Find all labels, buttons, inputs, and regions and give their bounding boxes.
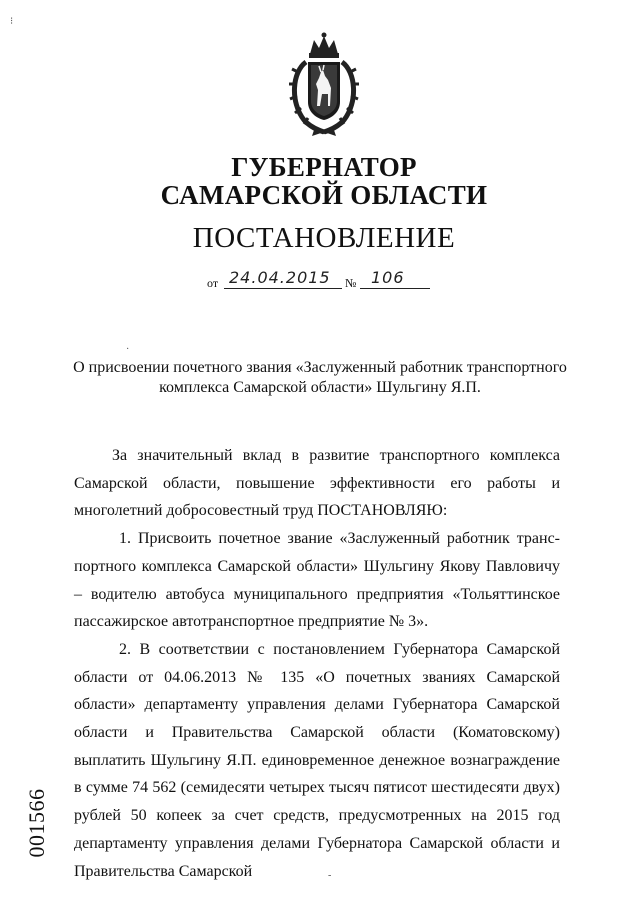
paragraph-item-2: 2. В соответствии с постановлением Губернатора Самарской области от 04.06.2013 № 135 «О почетных званиях Самарской области» департаменту управления делами Губернатора Самарской области и Правительства Самарской области (Коматовскому) выплатить Шульгину Я.П. единовременное денежное вознаграждение в сумме 74 562 (семидесяти четырех тысяч пятисот шестидесяти двух) рублей 50 копеек за счет средств, предусмотренных на 2015 год департаменту управления делами Губернатора Самарской области и Правительства Самарской <box>74 640 560 880</box>
number-label: № <box>345 276 357 290</box>
side-number-text: 001566 <box>24 788 49 858</box>
document-body <box>74 442 560 885</box>
date-number-line <box>207 266 447 290</box>
scan-mark: ⁝ <box>10 16 14 27</box>
side-registration-number <box>22 788 52 858</box>
org-name-line1: ГУБЕРНАТОР <box>231 152 417 182</box>
paragraph-intro: За значительный вклад в развитие транспортного комплекса Самарской области, повышение эффективности его работы и многолетний добросовестный труд ПОСТАНОВЛЯЮ: <box>74 447 560 520</box>
org-name-line2: САМАРСКОЙ ОБЛАСТИ <box>160 180 488 210</box>
scan-mark: · <box>126 344 130 355</box>
document-type: ПОСТАНОВЛЕНИЕ <box>192 222 456 254</box>
date-label: от <box>207 276 219 290</box>
document-title: О присвоении почетного звания «Заслуженный работник транспортного комплекса Самарской области» Шульгину Я.П. <box>73 359 567 396</box>
paragraph-item-1: 1. Присвоить почетное звание «Заслуженный работник транспортного комплекса Самарской области» Шульгину Якову Павловичу – водителю автобуса муниципального предприятия «Тольяттинское пассажирское автотранспортное предприятие № 3». <box>74 530 560 631</box>
date-value: 24.04.2015 <box>229 268 331 287</box>
scan-mark: - <box>328 870 332 881</box>
coat-of-arms-emblem <box>284 32 364 137</box>
date-underline <box>224 288 342 289</box>
number-underline <box>360 288 430 289</box>
number-value: 106 <box>371 268 405 287</box>
